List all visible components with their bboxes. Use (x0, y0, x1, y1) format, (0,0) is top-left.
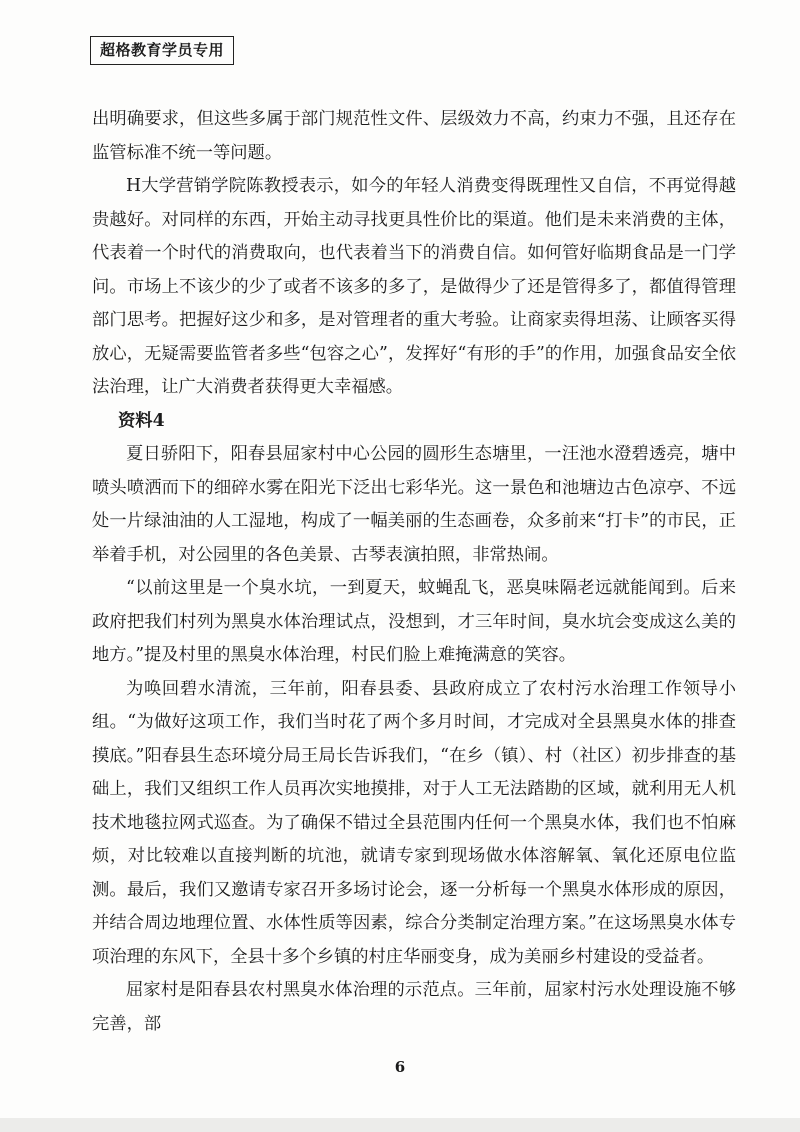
header-label: 超格教育学员专用 (90, 36, 234, 65)
scan-edge (0, 1118, 800, 1132)
paragraph: H大学营销学院陈教授表示，如今的年轻人消费变得既理性又自信，不再觉得越贵越好。对同样的东西，开始主动寻找更具性价比的渠道。他们是未来消费的主体，代表着一个时代的消费取向，也代表着当下的消费自信。如何管好临期食品是一门学问。市场上不该少的少了或者不该多的多了，是做得少了还是管得多了，都值得管理部门思考。把握好这少和多，是对管理者的重大考验。让商家卖得坦荡、让顾客买得放心，无疑需要监管者多些“包容之心”，发挥好“有形的手”的作用，加强食品安全依法治理，让广大消费者获得更大幸福感。 (92, 176, 736, 397)
paragraph: 为唤回碧水清流，三年前，阳春县委、县政府成立了农村污水治理工作领导小组。“为做好这项工作，我们当时花了两个多月时间，才完成对全县黑臭水体的排查摸底。”阳春县生态环境分局王局长告诉我们，“在乡（镇）、村（社区）初步排查的基础上，我们又组织工作人员再次实地摸排，对于人工无法踏勘的区域，就利用无人机技术地毯拉网式巡查。为了确保不错过全县范围内任何一个黑臭水体，我们也不怕麻烦，对比较难以直接判断的坑池，就请专家到现场做水体溶解氧、氧化还原电位监测。最后，我们又邀请专家召开多场讨论会，逐一分析每一个黑臭水体形成的原因，并结合周边地理位置、水体性质等因素，综合分类制定治理方案。”在这场黑臭水体专项治理的东风下，全县十多个乡镇的村庄华丽变身，成为美丽乡村建设的受益者。 (92, 678, 736, 967)
page-number: 6 (394, 1058, 406, 1076)
section-heading: 资料4 (118, 410, 165, 431)
paragraph: 夏日骄阳下，阳春县屈家村中心公园的圆形生态塘里，一汪池水澄碧透亮，塘中喷头喷洒而下的细碎水雾在阳光下泛出七彩华光。这一景色和池塘边古色凉亭、不远处一片绿油油的人工湿地，构成了一幅美丽的生态画卷，众多前来“打卡”的市民，正举着手机，对公园里的各色美景、古琴表演拍照，非常热闹。 (92, 444, 736, 565)
paragraph: 屈家村是阳春县农村黑臭水体治理的示范点。三年前，屈家村污水处理设施不够完善，部 (92, 980, 736, 1034)
paragraph: “以前这里是一个臭水坑，一到夏天，蚊蝇乱飞，恶臭味隔老远就能闻到。后来政府把我们村列为黑臭水体治理试点，没想到，才三年时间，臭水坑会变成这么美的地方。”提及村里的黑臭水体治理，村民们脸上难掩满意的笑容。 (92, 578, 736, 665)
document-body (92, 103, 736, 1041)
paragraph-continuation: 出明确要求，但这些多属于部门规范性文件、层级效力不高，约束力不强，且还存在监管标准不统一等问题。 (92, 109, 736, 163)
